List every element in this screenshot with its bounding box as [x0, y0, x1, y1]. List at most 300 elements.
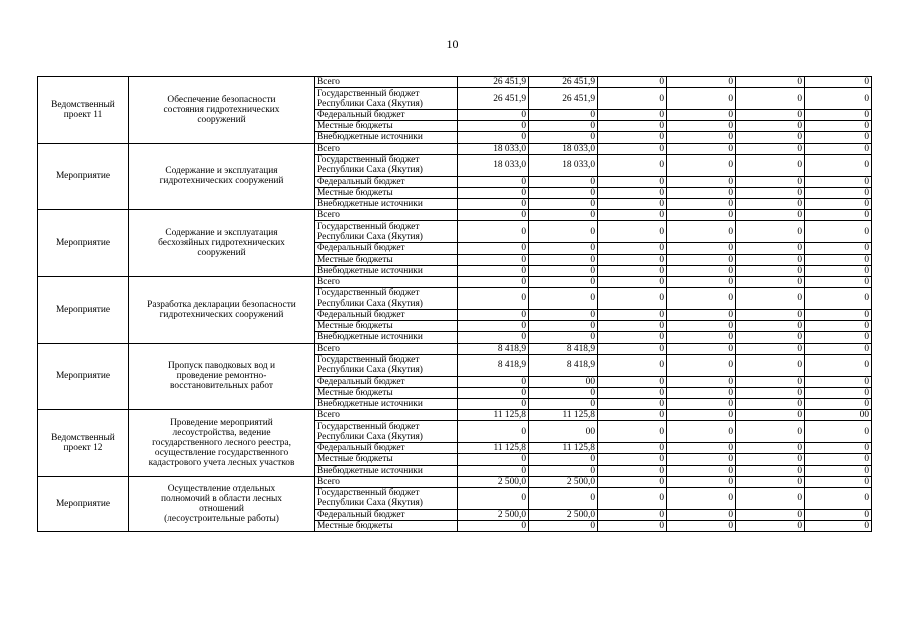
funding-source-cell: Местные бюджеты — [315, 387, 458, 398]
item-name-line: государственного лесного реестра, — [152, 437, 291, 448]
amount-cell: 0 — [458, 421, 529, 443]
amount-cell: 0 — [598, 421, 667, 443]
amount-cell: 0 — [736, 288, 805, 310]
funding-source-cell: Местные бюджеты — [315, 454, 458, 465]
amount-cell: 0 — [805, 276, 872, 287]
amount-cell: 0 — [805, 310, 872, 321]
amount-cell: 0 — [736, 276, 805, 287]
amount-cell: 11 125,8 — [458, 443, 529, 454]
amount-cell: 0 — [736, 199, 805, 210]
funding-source-cell: Местные бюджеты — [315, 254, 458, 265]
amount-cell: 0 — [529, 487, 598, 509]
item-type-line: Мероприятие — [55, 498, 111, 509]
amount-cell: 0 — [529, 199, 598, 210]
funding-source-line: Государственный бюджет — [317, 488, 420, 499]
amount-cell: 0 — [529, 254, 598, 265]
amount-cell: 0 — [805, 454, 872, 465]
amount-cell: 0 — [736, 343, 805, 354]
amount-cell: 0 — [736, 154, 805, 176]
amount-cell: 0 — [805, 265, 872, 276]
amount-cell: 0 — [805, 199, 872, 210]
amount-cell: 0 — [458, 332, 529, 343]
item-name-cell — [129, 77, 315, 144]
funding-source-cell: Федеральный бюджет — [315, 509, 458, 520]
amount-cell: 0 — [667, 154, 736, 176]
item-type-line: проект 11 — [63, 109, 103, 120]
amount-cell: 0 — [805, 332, 872, 343]
funding-source-cell: Внебюджетные источники — [315, 398, 458, 409]
funding-source-line: Государственный бюджет — [317, 88, 420, 99]
item-name-line: полномочий в области лесных — [161, 493, 282, 504]
amount-cell: 18 033,0 — [529, 154, 598, 176]
amount-cell: 0 — [529, 521, 598, 532]
amount-cell: 0 — [667, 376, 736, 387]
amount-cell: 00 — [529, 376, 598, 387]
amount-cell: 0 — [805, 221, 872, 243]
item-type-cell — [38, 476, 129, 531]
item-name-line: Обеспечение безопасности — [167, 94, 276, 105]
amount-cell: 0 — [667, 332, 736, 343]
amount-cell: 0 — [598, 321, 667, 332]
amount-cell: 26 451,9 — [529, 77, 598, 88]
amount-cell: 0 — [736, 77, 805, 88]
amount-cell: 0 — [667, 176, 736, 187]
funding-source-line: Государственный бюджет — [317, 155, 420, 166]
item-type-cell — [38, 343, 129, 410]
item-name-line: Разработка декларации безопасности — [147, 299, 296, 310]
amount-cell: 0 — [805, 88, 872, 110]
funding-source-cell — [315, 487, 458, 509]
funding-source-line: Республики Саха (Якутия) — [317, 298, 423, 309]
amount-cell: 0 — [598, 310, 667, 321]
amount-cell: 0 — [805, 509, 872, 520]
amount-cell: 0 — [805, 176, 872, 187]
amount-cell: 8 418,9 — [458, 343, 529, 354]
amount-cell: 0 — [598, 343, 667, 354]
amount-cell: 11 125,8 — [529, 443, 598, 454]
amount-cell: 0 — [529, 265, 598, 276]
amount-cell: 0 — [598, 243, 667, 254]
amount-cell: 0 — [667, 210, 736, 221]
amount-cell: 18 033,0 — [458, 143, 529, 154]
item-name-cell — [129, 143, 315, 210]
amount-cell: 0 — [667, 343, 736, 354]
amount-cell: 0 — [667, 288, 736, 310]
funding-source-cell: Федеральный бюджет — [315, 243, 458, 254]
amount-cell: 0 — [805, 421, 872, 443]
amount-cell: 0 — [736, 121, 805, 132]
item-name-line: Пропуск паводковых вод и — [167, 361, 276, 372]
funding-source-cell — [315, 88, 458, 110]
amount-cell: 0 — [736, 254, 805, 265]
funding-source-cell: Внебюджетные источники — [315, 332, 458, 343]
amount-cell: 0 — [667, 110, 736, 121]
funding-source-cell: Внебюджетные источники — [315, 265, 458, 276]
amount-cell: 0 — [736, 410, 805, 421]
amount-cell: 0 — [667, 143, 736, 154]
item-name-line: Проведение мероприятий — [170, 417, 273, 428]
amount-cell: 0 — [598, 254, 667, 265]
amount-cell: 0 — [458, 454, 529, 465]
amount-cell: 0 — [458, 288, 529, 310]
amount-cell: 0 — [805, 387, 872, 398]
amount-cell: 0 — [458, 110, 529, 121]
amount-cell: 0 — [598, 443, 667, 454]
item-name-line: (лесоустроительные работы) — [164, 514, 279, 525]
amount-cell: 8 418,9 — [529, 354, 598, 376]
amount-cell: 0 — [529, 221, 598, 243]
amount-cell: 0 — [458, 276, 529, 287]
amount-cell: 0 — [458, 121, 529, 132]
amount-cell: 0 — [805, 288, 872, 310]
amount-cell: 0 — [736, 243, 805, 254]
funding-source-line: Республики Саха (Якутия) — [317, 498, 423, 509]
funding-source-cell: Местные бюджеты — [315, 187, 458, 198]
funding-source-cell: Всего — [315, 143, 458, 154]
budget-table — [37, 76, 872, 532]
funding-source-line: Государственный бюджет — [317, 221, 420, 232]
amount-cell: 0 — [667, 487, 736, 509]
table-row — [38, 410, 872, 421]
amount-cell: 0 — [736, 443, 805, 454]
item-name-line: осуществление государственного — [154, 448, 289, 459]
item-type-line: Ведомственный — [51, 99, 115, 110]
amount-cell: 0 — [458, 132, 529, 143]
amount-cell: 0 — [458, 187, 529, 198]
funding-source-cell — [315, 221, 458, 243]
amount-cell: 0 — [805, 321, 872, 332]
amount-cell: 0 — [598, 199, 667, 210]
amount-cell: 0 — [598, 509, 667, 520]
amount-cell: 00 — [805, 410, 872, 421]
item-type-cell — [38, 143, 129, 210]
amount-cell: 0 — [667, 465, 736, 476]
amount-cell: 0 — [598, 454, 667, 465]
amount-cell: 0 — [736, 321, 805, 332]
amount-cell: 0 — [529, 187, 598, 198]
funding-source-cell: Федеральный бюджет — [315, 176, 458, 187]
funding-source-cell: Всего — [315, 476, 458, 487]
amount-cell: 0 — [805, 121, 872, 132]
amount-cell: 18 033,0 — [529, 143, 598, 154]
item-name-line: лесоустройства, ведение — [172, 427, 271, 438]
amount-cell: 0 — [529, 210, 598, 221]
amount-cell: 0 — [667, 265, 736, 276]
amount-cell: 0 — [598, 465, 667, 476]
item-name-line: сооружений — [197, 248, 246, 259]
amount-cell: 0 — [805, 376, 872, 387]
amount-cell: 00 — [529, 421, 598, 443]
funding-source-cell: Внебюджетные источники — [315, 199, 458, 210]
amount-cell: 0 — [529, 465, 598, 476]
amount-cell: 0 — [667, 410, 736, 421]
funding-source-cell: Федеральный бюджет — [315, 110, 458, 121]
amount-cell: 0 — [458, 221, 529, 243]
amount-cell: 0 — [736, 487, 805, 509]
item-name-line: проведение ремонтно- — [176, 371, 267, 382]
amount-cell: 0 — [667, 443, 736, 454]
amount-cell: 0 — [529, 176, 598, 187]
amount-cell: 0 — [598, 176, 667, 187]
amount-cell: 0 — [458, 265, 529, 276]
item-name-line: состояния гидротехнических — [163, 104, 280, 115]
amount-cell: 0 — [736, 398, 805, 409]
amount-cell: 0 — [736, 221, 805, 243]
amount-cell: 0 — [529, 121, 598, 132]
item-type-cell — [38, 410, 129, 477]
amount-cell: 0 — [667, 276, 736, 287]
amount-cell: 0 — [667, 187, 736, 198]
amount-cell: 0 — [529, 243, 598, 254]
amount-cell: 0 — [598, 288, 667, 310]
amount-cell: 0 — [529, 332, 598, 343]
amount-cell: 0 — [805, 521, 872, 532]
amount-cell: 0 — [667, 199, 736, 210]
item-name-line: сооружений — [197, 114, 246, 125]
amount-cell: 0 — [805, 154, 872, 176]
amount-cell: 0 — [667, 521, 736, 532]
amount-cell: 2 500,0 — [458, 509, 529, 520]
item-type-cell — [38, 77, 129, 144]
funding-source-line: Государственный бюджет — [317, 355, 420, 365]
amount-cell: 0 — [805, 143, 872, 154]
amount-cell: 26 451,9 — [458, 88, 529, 110]
amount-cell: 0 — [805, 210, 872, 221]
amount-cell: 0 — [667, 310, 736, 321]
funding-source-cell — [315, 421, 458, 443]
item-name-line: гидротехнических сооружений — [159, 309, 284, 320]
amount-cell: 0 — [458, 321, 529, 332]
amount-cell: 8 418,9 — [529, 343, 598, 354]
amount-cell: 0 — [667, 387, 736, 398]
amount-cell: 11 125,8 — [458, 410, 529, 421]
amount-cell: 0 — [667, 221, 736, 243]
amount-cell: 8 418,9 — [458, 354, 529, 376]
amount-cell: 26 451,9 — [529, 88, 598, 110]
amount-cell: 0 — [736, 187, 805, 198]
funding-source-cell: Федеральный бюджет — [315, 376, 458, 387]
table-row — [38, 77, 872, 88]
amount-cell: 0 — [598, 143, 667, 154]
amount-cell: 0 — [736, 509, 805, 520]
item-name-cell — [129, 343, 315, 410]
amount-cell: 0 — [736, 310, 805, 321]
amount-cell: 0 — [805, 132, 872, 143]
amount-cell: 0 — [805, 465, 872, 476]
amount-cell: 0 — [458, 465, 529, 476]
amount-cell: 0 — [667, 354, 736, 376]
amount-cell: 0 — [458, 487, 529, 509]
funding-source-line: Республики Саха (Якутия) — [317, 98, 423, 109]
amount-cell: 0 — [736, 332, 805, 343]
item-name-line: Содержание и эксплуатация — [165, 166, 278, 177]
amount-cell: 0 — [667, 132, 736, 143]
funding-source-cell: Внебюджетные источники — [315, 132, 458, 143]
funding-source-cell: Местные бюджеты — [315, 521, 458, 532]
item-type-line: проект 12 — [63, 442, 103, 453]
item-type-line: Мероприятие — [55, 371, 111, 382]
amount-cell: 0 — [598, 487, 667, 509]
amount-cell: 0 — [805, 398, 872, 409]
funding-source-cell: Всего — [315, 77, 458, 88]
amount-cell: 0 — [805, 354, 872, 376]
funding-source-cell — [315, 288, 458, 310]
table-row — [38, 276, 872, 287]
amount-cell: 0 — [598, 210, 667, 221]
amount-cell: 0 — [458, 199, 529, 210]
amount-cell: 0 — [529, 398, 598, 409]
amount-cell: 0 — [598, 476, 667, 487]
table-row — [38, 343, 872, 354]
amount-cell: 0 — [736, 265, 805, 276]
amount-cell: 0 — [736, 210, 805, 221]
amount-cell: 0 — [805, 77, 872, 88]
funding-source-cell: Местные бюджеты — [315, 121, 458, 132]
amount-cell: 0 — [598, 88, 667, 110]
amount-cell: 0 — [529, 276, 598, 287]
item-name-cell — [129, 276, 315, 343]
item-type-line: Мероприятие — [55, 171, 111, 182]
amount-cell: 0 — [805, 110, 872, 121]
amount-cell: 0 — [667, 421, 736, 443]
item-name-line: Содержание и эксплуатация — [165, 227, 278, 238]
item-name-line: Осуществление отдельных — [167, 483, 276, 494]
funding-source-cell: Федеральный бюджет — [315, 310, 458, 321]
amount-cell: 0 — [598, 410, 667, 421]
item-type-line: Мероприятие — [55, 304, 111, 315]
amount-cell: 0 — [736, 521, 805, 532]
funding-source-cell — [315, 154, 458, 176]
amount-cell: 26 451,9 — [458, 77, 529, 88]
amount-cell: 0 — [805, 443, 872, 454]
amount-cell: 0 — [598, 121, 667, 132]
amount-cell: 0 — [736, 465, 805, 476]
amount-cell: 0 — [598, 221, 667, 243]
amount-cell: 18 033,0 — [458, 154, 529, 176]
amount-cell: 0 — [736, 454, 805, 465]
funding-source-cell: Местные бюджеты — [315, 321, 458, 332]
item-type-cell — [38, 276, 129, 343]
amount-cell: 0 — [458, 398, 529, 409]
amount-cell: 0 — [598, 354, 667, 376]
amount-cell: 2 500,0 — [529, 509, 598, 520]
amount-cell: 0 — [458, 210, 529, 221]
amount-cell: 0 — [736, 88, 805, 110]
amount-cell: 0 — [736, 110, 805, 121]
amount-cell: 0 — [598, 387, 667, 398]
amount-cell: 0 — [598, 276, 667, 287]
amount-cell: 0 — [736, 476, 805, 487]
funding-source-cell: Всего — [315, 210, 458, 221]
amount-cell: 0 — [667, 454, 736, 465]
amount-cell: 2 500,0 — [458, 476, 529, 487]
amount-cell: 0 — [805, 243, 872, 254]
amount-cell: 0 — [667, 321, 736, 332]
amount-cell: 11 125,8 — [529, 410, 598, 421]
amount-cell: 0 — [598, 398, 667, 409]
table-row — [38, 210, 872, 221]
amount-cell: 0 — [736, 143, 805, 154]
item-name-line: кадастрового учета лесных участков — [148, 458, 295, 469]
amount-cell: 0 — [598, 154, 667, 176]
amount-cell: 0 — [805, 487, 872, 509]
amount-cell: 0 — [736, 354, 805, 376]
funding-source-cell — [315, 354, 458, 376]
amount-cell: 2 500,0 — [529, 476, 598, 487]
funding-source-cell: Всего — [315, 343, 458, 354]
amount-cell: 0 — [458, 176, 529, 187]
amount-cell: 0 — [667, 254, 736, 265]
amount-cell: 0 — [529, 321, 598, 332]
item-name-line: бесхозяйных гидротехнических — [158, 237, 285, 248]
amount-cell: 0 — [529, 310, 598, 321]
amount-cell: 0 — [805, 343, 872, 354]
amount-cell: 0 — [529, 132, 598, 143]
item-name-line: отношений — [199, 503, 244, 514]
amount-cell: 0 — [598, 521, 667, 532]
item-name-cell — [129, 476, 315, 531]
item-name-cell — [129, 410, 315, 477]
item-type-line: Ведомственный — [51, 432, 115, 443]
funding-source-cell: Всего — [315, 276, 458, 287]
amount-cell: 0 — [458, 387, 529, 398]
amount-cell: 0 — [805, 187, 872, 198]
amount-cell: 0 — [667, 509, 736, 520]
funding-source-cell: Всего — [315, 410, 458, 421]
amount-cell: 0 — [529, 387, 598, 398]
amount-cell: 0 — [667, 398, 736, 409]
amount-cell: 0 — [667, 243, 736, 254]
amount-cell: 0 — [736, 387, 805, 398]
amount-cell: 0 — [667, 88, 736, 110]
amount-cell: 0 — [458, 243, 529, 254]
amount-cell: 0 — [736, 132, 805, 143]
amount-cell: 0 — [598, 265, 667, 276]
funding-source-line: Республики Саха (Якутия) — [317, 431, 423, 442]
amount-cell: 0 — [458, 521, 529, 532]
amount-cell: 0 — [805, 254, 872, 265]
amount-cell: 0 — [529, 288, 598, 310]
amount-cell: 0 — [667, 77, 736, 88]
funding-source-cell: Федеральный бюджет — [315, 443, 458, 454]
amount-cell: 0 — [458, 310, 529, 321]
funding-source-cell: Внебюджетные источники — [315, 465, 458, 476]
amount-cell: 0 — [529, 454, 598, 465]
amount-cell: 0 — [805, 476, 872, 487]
funding-source-line: Государственный бюджет — [317, 288, 420, 299]
item-name-line: гидротехнических сооружений — [159, 176, 284, 187]
amount-cell: 0 — [458, 254, 529, 265]
table-row — [38, 143, 872, 154]
amount-cell: 0 — [598, 77, 667, 88]
amount-cell: 0 — [598, 376, 667, 387]
funding-source-line: Государственный бюджет — [317, 421, 420, 432]
amount-cell: 0 — [667, 476, 736, 487]
amount-cell: 0 — [598, 187, 667, 198]
funding-source-line: Республики Саха (Якутия) — [317, 365, 423, 376]
amount-cell: 0 — [736, 421, 805, 443]
amount-cell: 0 — [667, 121, 736, 132]
amount-cell: 0 — [458, 376, 529, 387]
amount-cell: 0 — [529, 110, 598, 121]
item-type-cell — [38, 210, 129, 277]
amount-cell: 0 — [598, 110, 667, 121]
funding-source-line: Республики Саха (Якутия) — [317, 165, 423, 176]
amount-cell: 0 — [736, 376, 805, 387]
item-type-line: Мероприятие — [55, 237, 111, 248]
funding-source-line: Республики Саха (Якутия) — [317, 231, 423, 242]
item-name-cell — [129, 210, 315, 277]
